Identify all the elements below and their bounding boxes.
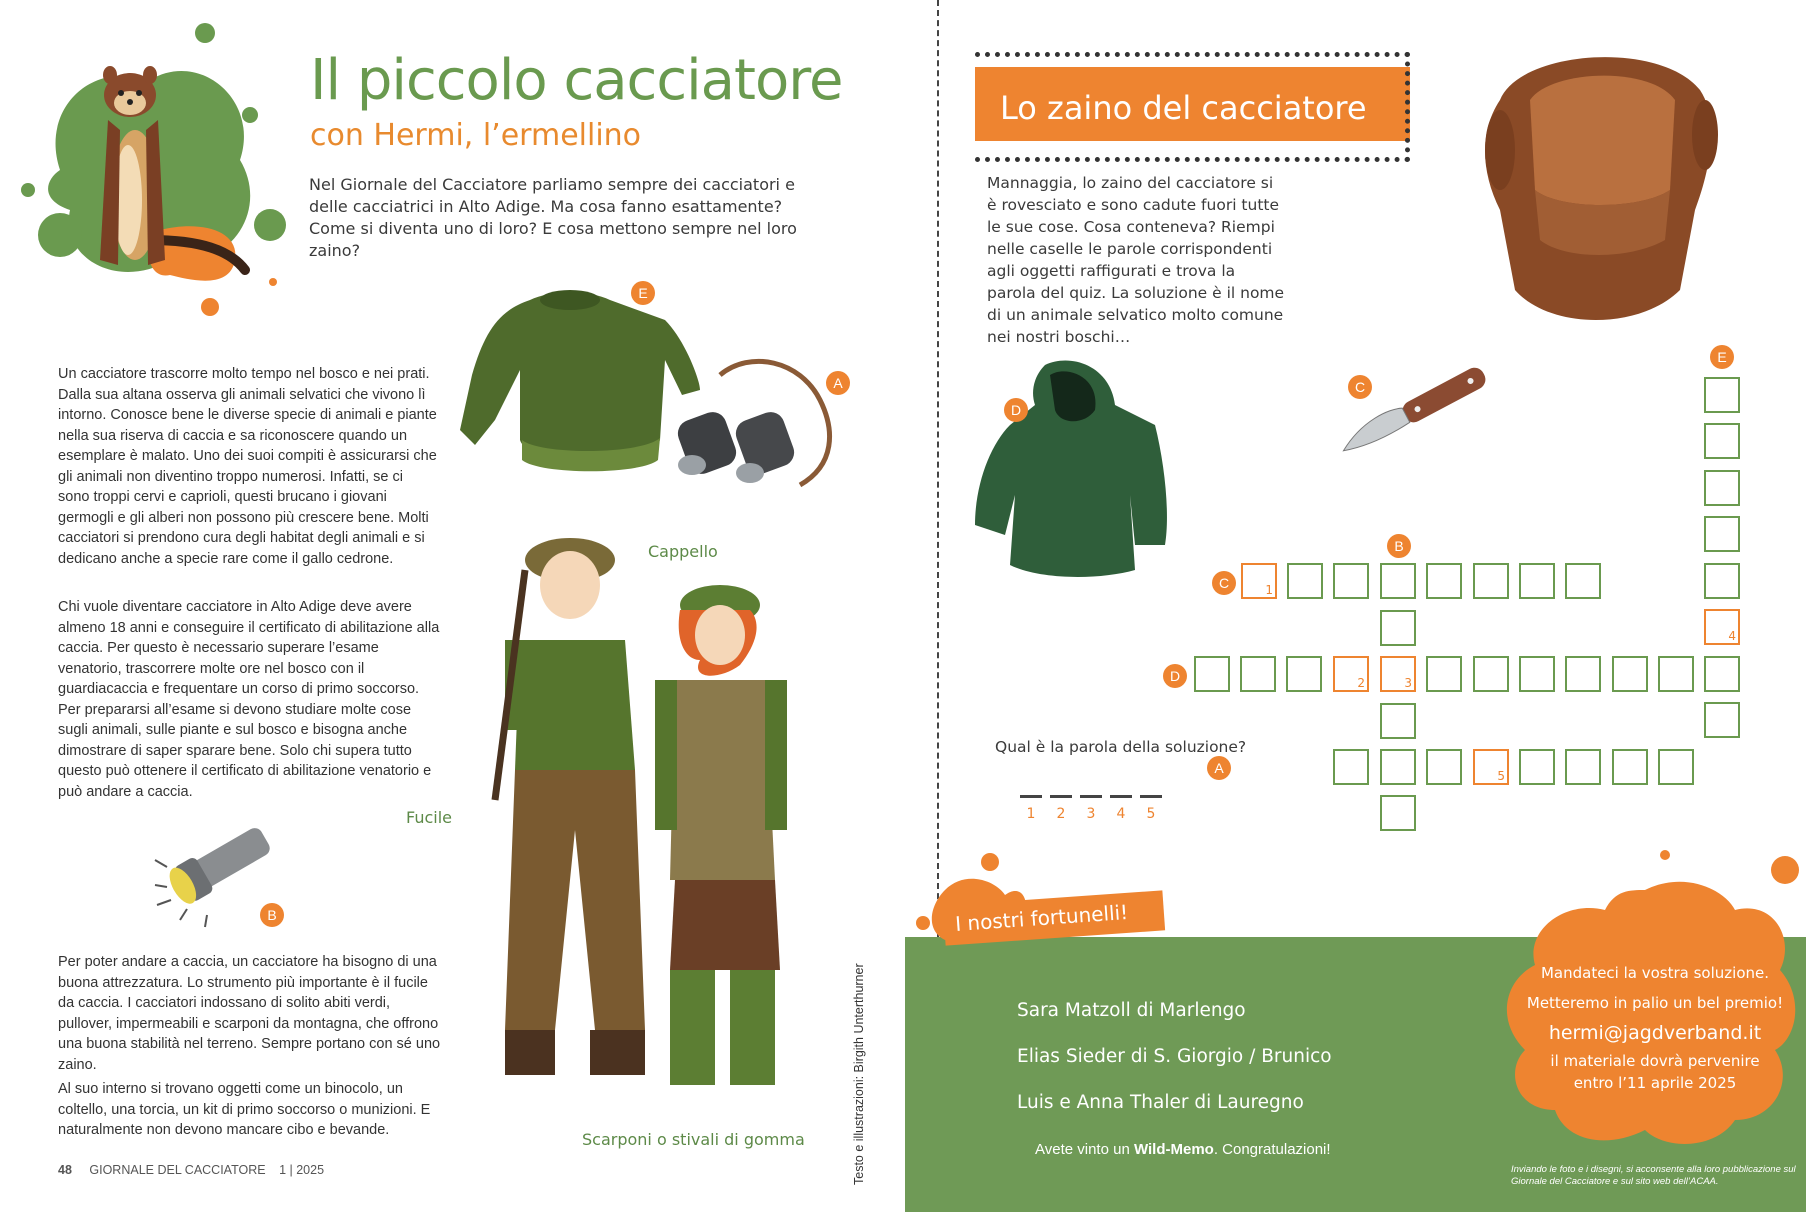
badge-a: A <box>826 371 850 395</box>
crossword-cell[interactable] <box>1519 749 1555 785</box>
label-fucile: Fucile <box>406 808 452 827</box>
solution-slot[interactable]: 3 <box>1080 795 1102 822</box>
contest-email[interactable]: hermi@jagdverband.it <box>1548 1022 1762 1044</box>
paragraph-3: Per poter andare a caccia, un cacciatore ha bisogno di una buona attrezzatura. Lo strumento più importante è il fucile da caccia. I cacciatori indossano di solito abiti verdi, pullover, impermeabili e scarponi da montagna, che offrono una buona stabilità nel terreno. Sempre portano con sé uno zaino. <box>58 954 441 1073</box>
badge-c-knife: C <box>1348 375 1372 399</box>
crossword-cell[interactable] <box>1473 563 1509 599</box>
puzzle-title: Lo zaino del cacciatore <box>1000 89 1367 127</box>
badge-e: E <box>631 281 655 305</box>
paragraph-4: Al suo interno si trovano oggetti come un binocolo, un coltello, una torcia, un kit di primo soccorso o munizioni. E naturalmente non devono mancare cibo e bevande. <box>58 1081 431 1138</box>
badge-b: B <box>260 903 284 927</box>
crossword-cell[interactable] <box>1519 563 1555 599</box>
solution-slot[interactable]: 5 <box>1140 795 1162 822</box>
crossword-cell[interactable] <box>1612 749 1648 785</box>
winner-name: Luis e Anna Thaler di Lauregno <box>1017 1092 1304 1113</box>
cell-number: 1 <box>1265 583 1273 597</box>
crossword-label-d: D <box>1163 664 1187 688</box>
solution-question: Qual è la parola della soluzione? <box>995 738 1247 756</box>
winners-list <box>1017 988 1332 1126</box>
illustration-credit: Testo e illustrazioni: Birgith Unterthurner <box>852 963 866 1185</box>
paragraph-1: Un cacciatore trascorre molto tempo nel bosco e nei prati. Dalla sua altana osserva gli animali selvatici che vivono lì intorno. Conosce bene le diverse specie di animali e piante nella sua riserva di caccia e sa riconoscere quando un esemplare è malato. Uno dei suoi compiti è assicurarsi che gli animali non diventino troppo numerosi. Infatti, se ci sono troppi cervi e caprioli, questi brucano i giovani germogli e gli alberi non possono più crescere bene. Molti cacciatori si prendono cura degli habitat degli animali e si dedicano anche a specie rare come il gallo cedrone. <box>58 366 437 567</box>
magazine-name: GIORNALE DEL CACCIATORE <box>89 1163 266 1177</box>
paragraph-2: Chi vuole diventare cacciatore in Alto Adige deve avere almeno 18 anni e conseguire il certificato di abilitazione alla caccia. Per questo è necessario superare l’esame venatorio, trascorrere molte ore nel bosco con il guardiacaccia e frequentare un corso di primo soccorso. Per prepararsi all’esame si devono studiare molte cose sugli animali, sulle piante e sul bosco e bisogna anche dimostrare di saper sparare bene. Solo chi supera tutto questo può ottenere il certificato di abilitazione venatorio e può andare a caccia. <box>58 599 440 800</box>
solution-slot[interactable]: 1 <box>1020 795 1042 822</box>
crossword-cell[interactable] <box>1286 656 1322 692</box>
crossword-cell[interactable] <box>1565 749 1601 785</box>
crossword-cell[interactable] <box>1519 656 1555 692</box>
ermine-illustration <box>0 20 300 320</box>
crossword-cell[interactable] <box>1333 656 1369 692</box>
crossword-cell[interactable] <box>1194 656 1230 692</box>
issue-number: 1 | 2025 <box>279 1163 325 1177</box>
crossword-cell[interactable] <box>1658 749 1694 785</box>
label-cappello: Cappello <box>648 542 718 561</box>
cell-number: 5 <box>1497 769 1505 783</box>
crossword-cell[interactable] <box>1426 749 1462 785</box>
crossword-cell[interactable] <box>1704 423 1740 459</box>
crossword-cell[interactable] <box>1704 470 1740 506</box>
label-scarponi: Scarponi o stivali di gomma <box>582 1130 805 1149</box>
body-column <box>58 364 438 573</box>
crossword-cell[interactable] <box>1704 377 1740 413</box>
crossword-cell[interactable] <box>1241 563 1277 599</box>
crossword-cell[interactable] <box>1426 656 1462 692</box>
crossword-grid <box>905 0 1806 850</box>
contest-info: Mandateci la vostra soluzione. Metteremo in palio un bel premio! <box>1526 964 1784 1012</box>
crossword-cell[interactable] <box>1658 656 1694 692</box>
crossword-cell[interactable] <box>1287 563 1323 599</box>
footer <box>58 1163 324 1177</box>
crossword-cell[interactable] <box>1704 702 1740 738</box>
solution-slot[interactable]: 2 <box>1050 795 1072 822</box>
crossword-cell[interactable] <box>1380 563 1416 599</box>
crossword-cell[interactable] <box>1380 749 1416 785</box>
crossword-cell[interactable] <box>1380 656 1416 692</box>
crossword-cell[interactable] <box>1565 563 1601 599</box>
crossword-cell[interactable] <box>1380 703 1416 739</box>
disclaimer: Inviando le foto e i disegni, si acconsente alla loro pubblicazione sul Giornale del Cacciatore e sul sito web dell’ACAA. <box>1511 1164 1796 1187</box>
crossword-cell[interactable] <box>1333 563 1369 599</box>
crossword-cell[interactable] <box>1380 610 1416 646</box>
right-page <box>905 0 1806 1212</box>
crossword-cell[interactable] <box>1333 749 1369 785</box>
crossword-cell[interactable] <box>1473 749 1509 785</box>
crossword-label-a: A <box>1207 756 1231 780</box>
page-number: 48 <box>58 1163 72 1177</box>
crossword-label-b: B <box>1387 534 1411 558</box>
crossword-cell[interactable] <box>1704 656 1740 692</box>
prize-text: Avete vinto un Wild-Memo. Congratulazioni! <box>1035 1141 1331 1158</box>
crossword-cell[interactable] <box>1565 656 1601 692</box>
badge-d-jacket: D <box>1004 398 1028 422</box>
cell-number: 4 <box>1728 629 1736 643</box>
solution-slot[interactable]: 4 <box>1110 795 1132 822</box>
winner-name: Sara Matzoll di Marlengo <box>1017 1000 1246 1021</box>
intro-text: Nel Giornale del Cacciatore parliamo sempre dei cacciatori e delle cacciatrici in Alto Adige. Ma cosa fanno esattamente? Come si diventa uno di loro? E cosa mettono sempre nel loro zaino? <box>309 175 797 260</box>
cell-number: 3 <box>1404 676 1412 690</box>
crossword-cell[interactable] <box>1473 656 1509 692</box>
winner-name: Elias Sieder di S. Giorgio / Brunico <box>1017 1046 1332 1067</box>
cell-number: 2 <box>1357 676 1365 690</box>
crossword-cell[interactable] <box>1240 656 1276 692</box>
crossword-cell[interactable] <box>1380 795 1416 831</box>
crossword-cell[interactable] <box>1426 563 1462 599</box>
hunters-illustration <box>475 530 805 1120</box>
body-column-3 <box>58 952 443 1145</box>
crossword-cell[interactable] <box>1704 563 1740 599</box>
crossword-cell[interactable] <box>1704 609 1740 645</box>
contest-deadline: il materiale dovrà pervenire entro l’11 aprile 2025 <box>1550 1052 1760 1092</box>
page-title: Il piccolo cacciatore <box>310 48 843 113</box>
winners-banner-text: I nostri fortunelli! <box>954 899 1129 937</box>
crossword-cell[interactable] <box>1704 516 1740 552</box>
crossword-label-e: E <box>1710 345 1734 369</box>
puzzle-intro: Mannaggia, lo zaino del cacciatore si è rovesciato e sono cadute fuori tutte le sue cose. Cosa conteneva? Riempi nelle caselle le parole corrispondenti agli oggetti raffigurati e trova la parola del quiz. La soluzione è il nome di un animale selvatico molto comune nei nostri boschi… <box>987 174 1285 346</box>
crossword-label-c: C <box>1212 571 1236 595</box>
body-column-2 <box>58 597 443 806</box>
binoculars-illustration <box>670 355 845 495</box>
page-subtitle: con Hermi, l’ermellino <box>310 118 642 153</box>
crossword-cell[interactable] <box>1612 656 1648 692</box>
solution-blanks <box>1020 795 1162 822</box>
